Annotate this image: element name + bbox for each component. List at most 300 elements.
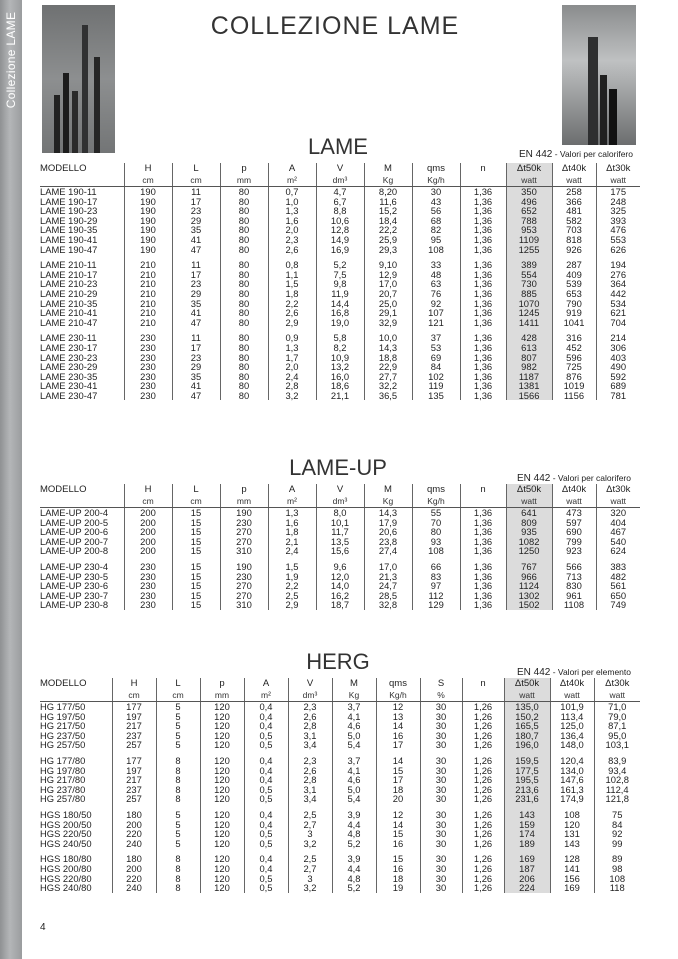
table-cell: 80	[220, 391, 268, 401]
table-cell: 0,4	[244, 756, 288, 766]
table-cell: 11,9	[316, 289, 364, 299]
table-cell: 63	[412, 279, 460, 289]
table-cell: 0,4	[244, 721, 288, 731]
table-cell: 2,0	[268, 225, 316, 235]
table-cell: 206	[504, 874, 550, 884]
table-cell: 8	[156, 854, 200, 864]
table-cell: 8,20	[364, 187, 412, 197]
table-cell: 1,26	[462, 731, 504, 741]
table-cell: 1,36	[460, 362, 506, 372]
table-cell: 1109	[506, 235, 552, 245]
table-cell: 84	[594, 820, 640, 830]
table-cell: 5	[156, 810, 200, 820]
table-cell: 8	[156, 864, 200, 874]
table-cell: 2,7	[288, 864, 332, 874]
table-cell: 200	[112, 820, 156, 830]
table-cell: 16,0	[316, 372, 364, 382]
table-cell: 113,4	[550, 712, 594, 722]
table-cell: 540	[596, 537, 640, 547]
table-cell: 120	[550, 820, 594, 830]
header-row	[40, 484, 640, 496]
table-cell: 30	[420, 820, 462, 830]
table-cell: 27,7	[364, 372, 412, 382]
column-unit: watt	[552, 175, 596, 187]
table-cell: 13,5	[316, 537, 364, 547]
table-cell: 79,0	[594, 712, 640, 722]
units-row	[40, 175, 640, 187]
table-cell: 1411	[506, 318, 552, 328]
column-unit: watt	[594, 690, 640, 702]
table-cell: 5	[156, 731, 200, 741]
table-row	[40, 839, 640, 849]
table-cell: 120	[200, 721, 244, 731]
column-unit: m²	[268, 496, 316, 508]
column-header: qms	[412, 163, 460, 175]
table-cell: 30	[420, 775, 462, 785]
table-cell: 1187	[506, 372, 552, 382]
table-cell: 9,8	[316, 279, 364, 289]
model-name: HG 177/50	[40, 701, 86, 712]
table-cell: 10,1	[316, 518, 364, 528]
table-cell: 1,36	[460, 279, 506, 289]
table-cell: 10,0	[364, 333, 412, 343]
table-cell: 18	[376, 785, 420, 795]
table-cell: 1,26	[462, 721, 504, 731]
column-header: S	[420, 678, 462, 690]
table-cell: 80	[220, 343, 268, 353]
model-name: LAME 210-41	[40, 307, 98, 319]
table-cell: 80	[220, 216, 268, 226]
table-cell: 22,2	[364, 225, 412, 235]
table-cell: 210	[124, 289, 172, 299]
table-cell: 3,2	[288, 883, 332, 893]
table-cell: 30	[420, 794, 462, 804]
column-header: Δt40k	[552, 484, 596, 496]
table-cell: 29	[172, 362, 220, 372]
table-cell: 80	[412, 527, 460, 537]
table-cell: 16	[376, 864, 420, 874]
table-cell: 108	[412, 245, 460, 255]
table-cell: 156	[550, 874, 594, 884]
table-cell: 11	[172, 187, 220, 197]
table-cell: 1,36	[460, 260, 506, 270]
model-name: LAME 230-47	[40, 389, 98, 401]
units-row	[40, 496, 640, 508]
model-name: LAME 210-47	[40, 316, 98, 328]
table-cell: 33	[412, 260, 460, 270]
table-cell: 8	[156, 883, 200, 893]
table-lameup	[40, 484, 640, 610]
column-unit: %	[420, 690, 462, 702]
table-cell: 19,0	[316, 318, 364, 328]
table-cell: 101,9	[550, 702, 594, 712]
table-cell: 200	[124, 546, 172, 556]
table-cell: 108	[594, 874, 640, 884]
table-cell: 0,5	[244, 731, 288, 741]
table-cell: 80	[220, 353, 268, 363]
table-cell: 12	[376, 810, 420, 820]
table-cell: 0,9	[268, 333, 316, 343]
table-cell: 248	[596, 197, 640, 207]
column-unit: cm	[172, 496, 220, 508]
model-name: LAME 230-41	[40, 380, 98, 392]
table-cell: 32,2	[364, 381, 412, 391]
table-cell: 1,36	[460, 546, 506, 556]
model-name: LAME-UP 230-7	[40, 589, 109, 601]
table-cell: 13	[376, 712, 420, 722]
table-cell: 1,36	[460, 187, 506, 197]
sidebar	[0, 0, 22, 959]
table-cell: 8	[156, 756, 200, 766]
table-cell: 95	[412, 235, 460, 245]
table-cell: 496	[506, 197, 552, 207]
table-cell: 818	[552, 235, 596, 245]
table-cell: 17,9	[364, 518, 412, 528]
table-cell: 80	[220, 245, 268, 255]
column-unit: dm³	[288, 690, 332, 702]
table-cell: 3,4	[288, 740, 332, 750]
column-unit: watt	[596, 496, 640, 508]
column-header: p	[220, 163, 268, 175]
table-cell: 4,4	[332, 820, 376, 830]
en442-note-lame: EN 442 - Valori per calorifero	[519, 149, 633, 160]
table-cell: 112,4	[594, 785, 640, 795]
table-cell: 147,6	[550, 775, 594, 785]
table-cell: 12,0	[316, 572, 364, 582]
model-name: LAME-UP 200-5	[40, 516, 109, 528]
table-cell: 210	[124, 318, 172, 328]
table-cell: 1,36	[460, 381, 506, 391]
table-cell: 257	[112, 794, 156, 804]
table-cell: 80	[220, 206, 268, 216]
table-cell: 213,6	[504, 785, 550, 795]
table-cell: 70	[412, 518, 460, 528]
table-cell: 0,5	[244, 829, 288, 839]
table-cell: 2,7	[288, 820, 332, 830]
table-cell: 120	[200, 766, 244, 776]
table-cell: 30	[420, 854, 462, 864]
table-cell: 119	[412, 381, 460, 391]
table-cell: 17,0	[364, 562, 412, 572]
table-cell: 4,8	[332, 874, 376, 884]
table-cell: 23	[172, 353, 220, 363]
table-cell: 807	[506, 353, 552, 363]
table-cell: 18,8	[364, 353, 412, 363]
model-name: HGS 180/50	[40, 808, 92, 820]
table-cell: 82	[412, 225, 460, 235]
table-cell: 80	[220, 235, 268, 245]
table-cell: 1,6	[268, 216, 316, 226]
table-cell: 25,0	[364, 299, 412, 309]
table-cell: 5,0	[332, 785, 376, 795]
table-cell: 16,9	[316, 245, 364, 255]
table-cell: 120	[200, 702, 244, 712]
table-cell: 121,8	[594, 794, 640, 804]
table-cell: 2,6	[288, 766, 332, 776]
table-cell: 41	[172, 308, 220, 318]
table-cell: 18	[376, 874, 420, 884]
table-cell: 230	[124, 572, 172, 582]
header-row	[40, 163, 640, 175]
table-cell: 690	[552, 527, 596, 537]
table-cell: 876	[552, 372, 596, 382]
model-name: LAME-UP 200-8	[40, 545, 109, 557]
model-name: LAME 230-23	[40, 351, 98, 363]
table-cell: 4,1	[332, 712, 376, 722]
table-cell: 200	[124, 537, 172, 547]
table-cell: 230	[124, 353, 172, 363]
table-row	[40, 883, 640, 893]
table-cell: 197	[112, 712, 156, 722]
table-cell: 230	[124, 391, 172, 401]
table-cell: 80	[220, 225, 268, 235]
table-cell: 621	[596, 308, 640, 318]
table-cell: 730	[506, 279, 552, 289]
table-cell: 120	[200, 740, 244, 750]
table-cell: 554	[506, 270, 552, 280]
table-cell: 0,4	[244, 766, 288, 776]
table-cell: 15	[172, 508, 220, 518]
table-cell: 1,26	[462, 883, 504, 893]
column-unit: cm	[124, 175, 172, 187]
table-cell: 1381	[506, 381, 552, 391]
table-cell: 364	[596, 279, 640, 289]
table-cell: 17	[172, 343, 220, 353]
table-cell: 1,36	[460, 270, 506, 280]
table-cell: 9,10	[364, 260, 412, 270]
column-header: MODELLO	[40, 678, 87, 689]
table-cell: 83	[412, 572, 460, 582]
table-cell: 652	[506, 206, 552, 216]
table-cell: 125,0	[550, 721, 594, 731]
table-cell: 41	[172, 235, 220, 245]
table-cell: 28,5	[364, 591, 412, 601]
table-cell: 230	[124, 343, 172, 353]
table-cell: 23,8	[364, 537, 412, 547]
table-cell: 1,7	[268, 353, 316, 363]
table-cell: 1,8	[268, 527, 316, 537]
table-cell: 30	[420, 731, 462, 741]
column-unit	[40, 690, 112, 702]
table-cell: 0,5	[244, 740, 288, 750]
table-cell: 704	[596, 318, 640, 328]
table-cell: 17	[172, 270, 220, 280]
column-unit: Kg/h	[412, 496, 460, 508]
table-cell: 19	[376, 883, 420, 893]
table-cell: 80	[220, 372, 268, 382]
table-cell: 1,36	[460, 372, 506, 382]
column-header: Δt30k	[596, 484, 640, 496]
table-cell: 926	[552, 245, 596, 255]
model-name: LAME 230-35	[40, 370, 98, 382]
column-header: V	[288, 678, 332, 690]
table-cell: 118	[594, 883, 640, 893]
table-cell: 30	[420, 721, 462, 731]
table-cell: 80	[220, 260, 268, 270]
table-cell: 8,2	[316, 343, 364, 353]
table-cell: 2,9	[268, 318, 316, 328]
table-cell: 781	[596, 391, 640, 401]
table-cell: 1,36	[460, 391, 506, 401]
column-header: Δt30k	[596, 163, 640, 175]
table-cell: 11,6	[364, 197, 412, 207]
table-cell: 47	[172, 391, 220, 401]
sidebar-label: Collezione LAME	[4, 11, 18, 109]
column-unit: m²	[268, 175, 316, 187]
table-cell: 120	[200, 712, 244, 722]
table-cell: 935	[506, 527, 552, 537]
table-cell: 36,5	[364, 391, 412, 401]
table-cell: 310	[220, 546, 268, 556]
model-name: HG 177/80	[40, 754, 86, 766]
table-cell: 788	[506, 216, 552, 226]
table-cell: 1,36	[460, 600, 506, 610]
table-cell: 14,3	[364, 343, 412, 353]
column-unit: Kg/h	[376, 690, 420, 702]
table-cell: 389	[506, 260, 552, 270]
table-cell: 141	[550, 864, 594, 874]
model-name: HG 197/80	[40, 764, 86, 776]
table-cell: 1,36	[460, 289, 506, 299]
table-cell: 8	[156, 794, 200, 804]
table-cell: 120	[200, 731, 244, 741]
table-cell: 161,3	[550, 785, 594, 795]
table-cell: 1,26	[462, 864, 504, 874]
model-name: HG 217/80	[40, 774, 86, 786]
table-cell: 15	[172, 537, 220, 547]
table-cell: 982	[506, 362, 552, 372]
table-cell: 0,5	[244, 839, 288, 849]
table-cell: 20,7	[364, 289, 412, 299]
table-cell: 2,5	[268, 591, 316, 601]
table-cell: 3,7	[332, 702, 376, 712]
column-unit: mm	[220, 175, 268, 187]
table-cell: 120	[200, 820, 244, 830]
table-cell: 187	[504, 864, 550, 874]
column-unit: dm³	[316, 496, 364, 508]
model-name: HG 257/80	[40, 793, 86, 805]
table-cell: 2,8	[288, 721, 332, 731]
column-unit	[460, 175, 506, 187]
table-cell: 481	[552, 206, 596, 216]
table-cell: 3,2	[288, 839, 332, 849]
table-cell: 650	[596, 591, 640, 601]
table-cell: 143	[550, 839, 594, 849]
table-cell: 1250	[506, 546, 552, 556]
table-cell: 71,0	[594, 702, 640, 712]
table-cell: 120	[200, 874, 244, 884]
table-row	[40, 391, 640, 401]
table-cell: 10,6	[316, 216, 364, 226]
table-cell: 30	[420, 702, 462, 712]
table-cell: 4,7	[316, 187, 364, 197]
table-cell: 80	[220, 270, 268, 280]
table-cell: 11	[172, 260, 220, 270]
column-header: MODELLO	[40, 484, 87, 495]
table-cell: 597	[552, 518, 596, 528]
table-cell: 4,4	[332, 864, 376, 874]
table-cell: 30	[420, 740, 462, 750]
table-cell: 14,9	[316, 235, 364, 245]
table-cell: 11	[172, 333, 220, 343]
table-cell: 102,8	[594, 775, 640, 785]
table-cell: 350	[506, 187, 552, 197]
table-cell: 30	[420, 874, 462, 884]
table-cell: 35	[172, 225, 220, 235]
model-name: LAME 190-41	[40, 233, 98, 245]
table-cell: 1156	[552, 391, 596, 401]
table-cell: 14,4	[316, 299, 364, 309]
column-header: Δt30k	[594, 678, 640, 690]
column-unit: cm	[124, 496, 172, 508]
column-unit: watt	[504, 690, 550, 702]
model-name: HGS 180/80	[40, 853, 92, 865]
model-name: HGS 240/80	[40, 882, 92, 894]
table-row	[40, 318, 640, 328]
column-header: A	[244, 678, 288, 690]
table-cell: 0,7	[268, 187, 316, 197]
model-name: HGS 240/50	[40, 837, 92, 849]
table-cell: 885	[506, 289, 552, 299]
table-cell: 15,6	[316, 546, 364, 556]
table-cell: 1082	[506, 537, 552, 547]
table-cell: 10,9	[316, 353, 364, 363]
column-header: L	[172, 484, 220, 496]
table-cell: 190	[220, 508, 268, 518]
table-cell: 12,8	[316, 225, 364, 235]
table-cell: 2,6	[268, 308, 316, 318]
section-title-lameup: LAME-UP	[289, 455, 387, 480]
table-cell: 35	[172, 372, 220, 382]
table-cell: 84	[412, 362, 460, 372]
table-cell: 1,26	[462, 820, 504, 830]
table-cell: 29	[172, 289, 220, 299]
header-row	[40, 678, 640, 690]
table-cell: 190	[124, 235, 172, 245]
table-cell: 210	[124, 308, 172, 318]
table-cell: 230	[124, 600, 172, 610]
table-cell: 1,36	[460, 562, 506, 572]
table-cell: 102	[412, 372, 460, 382]
table-cell: 12,9	[364, 270, 412, 280]
table-cell: 0,5	[244, 874, 288, 884]
table-cell: 5	[156, 839, 200, 849]
table-cell: 196,0	[504, 740, 550, 750]
column-unit: cm	[156, 690, 200, 702]
table-cell: 1,26	[462, 766, 504, 776]
table-cell: 16,8	[316, 308, 364, 318]
table-cell: 231,6	[504, 794, 550, 804]
table-cell: 1,3	[268, 508, 316, 518]
model-name: LAME 230-17	[40, 341, 98, 353]
model-name: HGS 200/80	[40, 862, 92, 874]
table-cell: 5	[156, 721, 200, 731]
table-cell: 169	[550, 883, 594, 893]
table-cell: 8	[156, 775, 200, 785]
column-unit: mm	[200, 690, 244, 702]
table-cell: 1502	[506, 600, 552, 610]
table-cell: 961	[552, 591, 596, 601]
table-cell: 613	[506, 343, 552, 353]
table-cell: 121	[412, 318, 460, 328]
table-cell: 0,4	[244, 810, 288, 820]
table-cell: 230	[220, 572, 268, 582]
table-cell: 129	[412, 600, 460, 610]
table-cell: 14	[376, 756, 420, 766]
table-cell: 23	[172, 279, 220, 289]
table-cell: 2,5	[288, 810, 332, 820]
table-cell: 830	[552, 581, 596, 591]
